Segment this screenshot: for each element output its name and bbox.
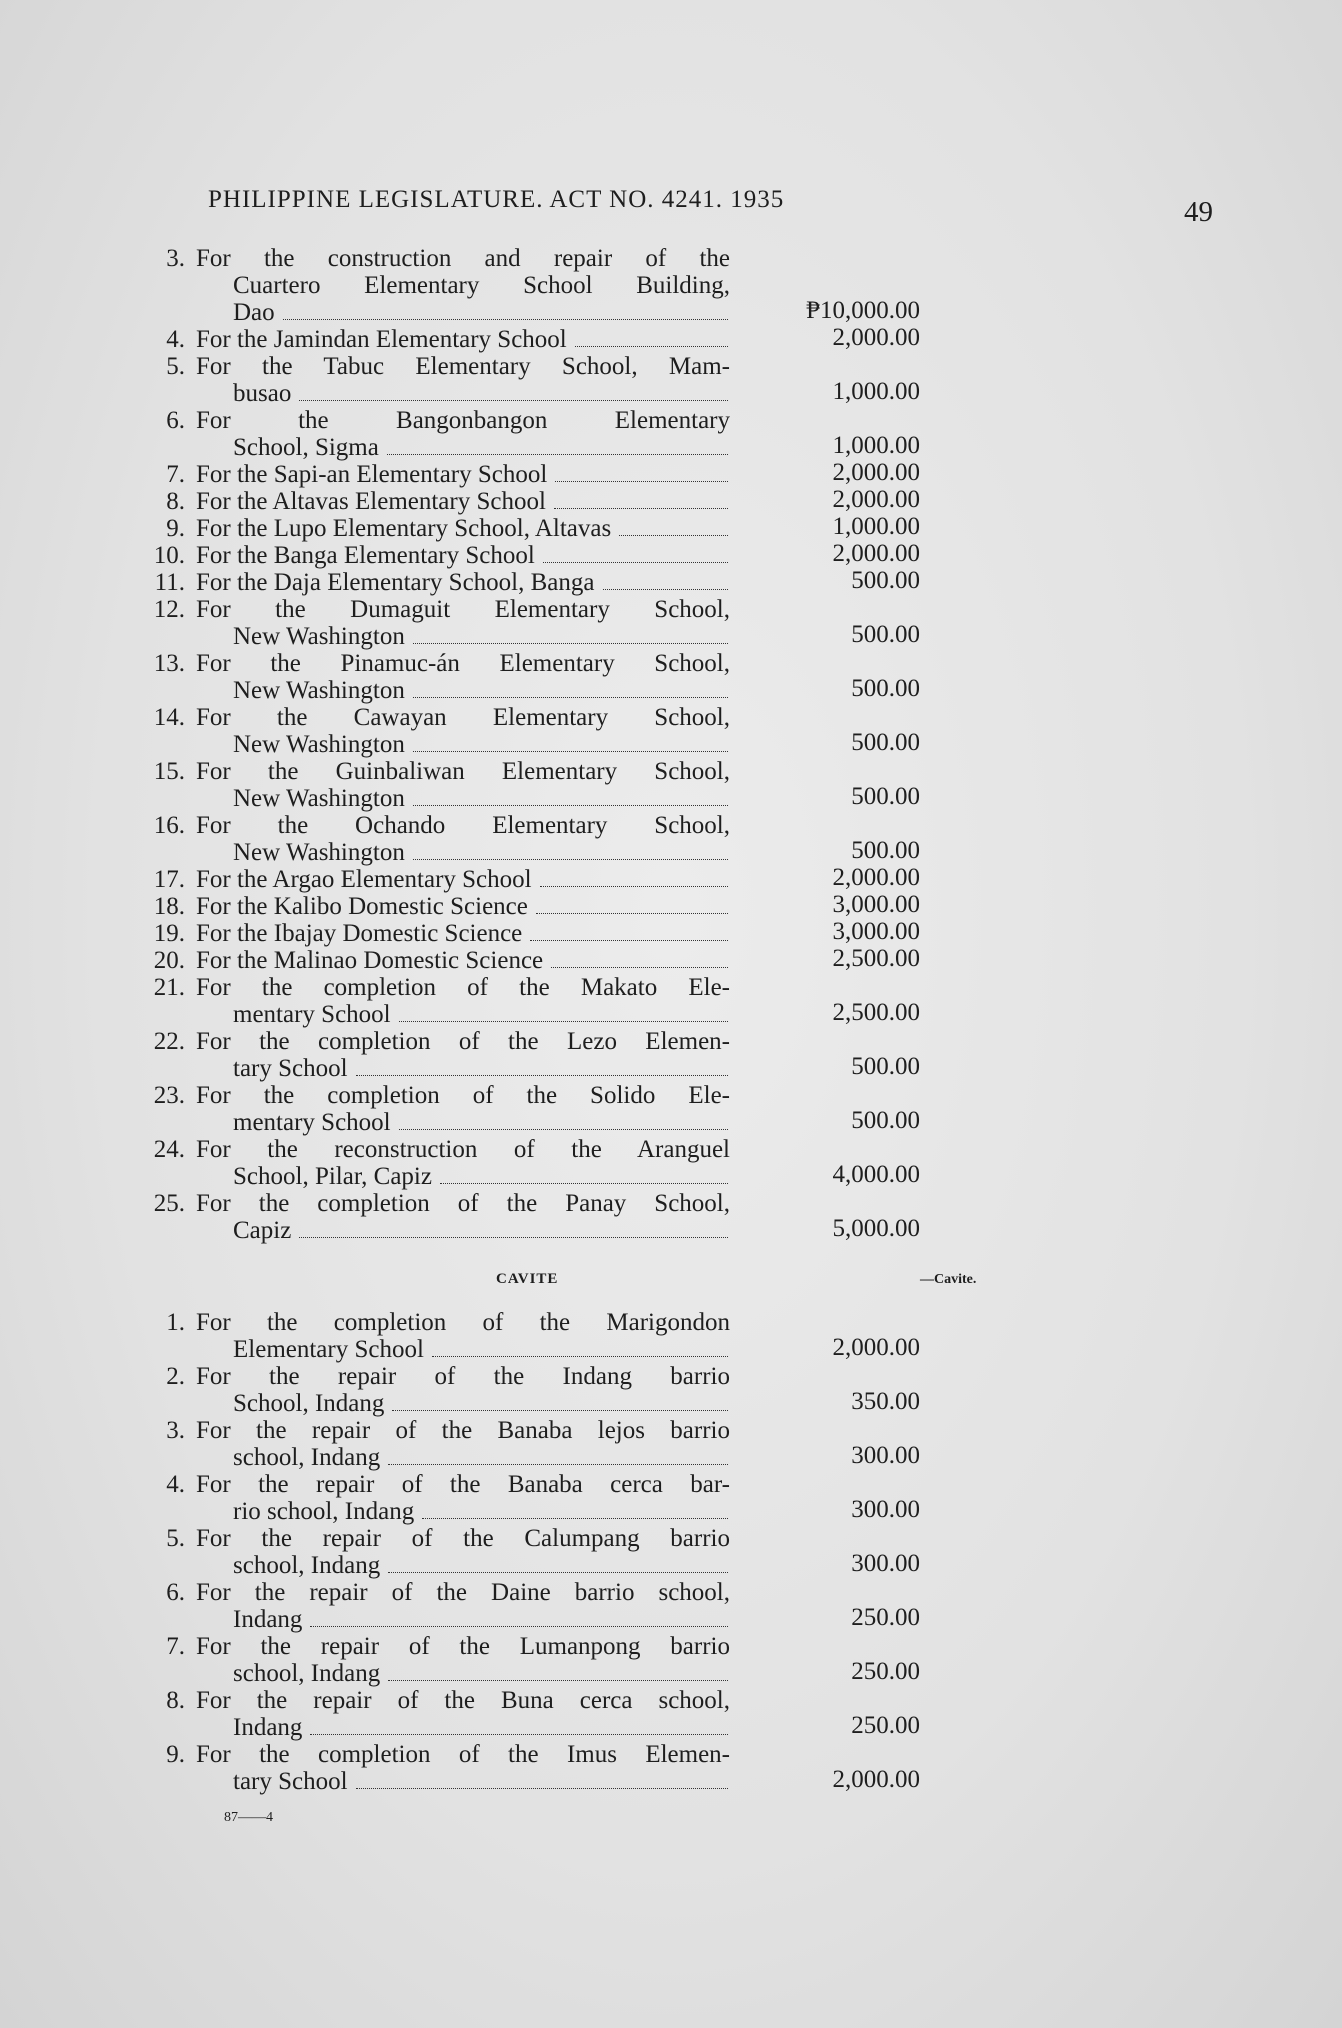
item-description: For the Malinao Domestic Science: [196, 947, 730, 974]
item-description: For the Sapi-an Elementary School: [196, 461, 730, 488]
marginal-note: —Cavite.: [920, 1272, 977, 1287]
entry-line: [140, 434, 730, 461]
entry-line: [140, 407, 730, 434]
entry-line: [140, 947, 730, 974]
item-amount: 500.00: [851, 621, 920, 648]
dot-leader: [603, 588, 729, 590]
list-item: [140, 812, 920, 866]
item-amount: 2,500.00: [832, 945, 920, 972]
item-description: school, Indang: [233, 1552, 730, 1579]
item-number: 14.: [153, 704, 185, 731]
list-item: [140, 1633, 920, 1687]
item-description: For the Cawayan Elementary School,: [196, 704, 730, 731]
entry-line: [140, 596, 730, 623]
item-amount: 3,000.00: [832, 891, 920, 918]
item-number: 8.: [166, 1687, 185, 1714]
list-item: [140, 461, 920, 488]
entry-line: [140, 1444, 730, 1471]
dot-leader: [399, 1020, 728, 1022]
list-item: [140, 542, 920, 569]
item-number: 18.: [153, 893, 185, 920]
entry-line: [140, 758, 730, 785]
item-description: tary School: [233, 1768, 730, 1795]
signature-mark: 87——4: [224, 1810, 273, 1825]
item-amount: 2,000.00: [832, 1766, 920, 1793]
dot-leader: [413, 858, 728, 860]
item-number: 21.: [153, 974, 185, 1001]
item-amount: 350.00: [851, 1388, 920, 1415]
entry-line: [140, 1768, 730, 1795]
entry-line: [140, 866, 730, 893]
item-description: New Washington: [233, 839, 730, 866]
cavite-appropriation-list: [140, 1309, 920, 1795]
dot-leader: [575, 345, 728, 347]
item-amount: 2,000.00: [832, 459, 920, 486]
item-number: 17.: [153, 866, 185, 893]
item-description: Cuartero Elementary School Building,: [233, 272, 730, 299]
dot-leader: [619, 534, 728, 536]
item-amount: ₱10,000.00: [806, 297, 920, 324]
item-number: 13.: [153, 650, 185, 677]
entry-line: [140, 1471, 730, 1498]
item-description: For the Kalibo Domestic Science: [196, 893, 730, 920]
item-description: school, Indang: [233, 1660, 730, 1687]
entry-line: [140, 1163, 730, 1190]
entry-line: [140, 1309, 730, 1336]
item-number: 20.: [153, 947, 185, 974]
item-description: For the repair of the Banaba cerca bar-: [196, 1471, 730, 1498]
item-amount: 1,000.00: [832, 378, 920, 405]
entry-line: [140, 1552, 730, 1579]
item-number: 16.: [153, 812, 185, 839]
item-description: For the repair of the Banaba lejos barrio: [196, 1417, 730, 1444]
entry-line: [140, 1741, 730, 1768]
list-item: [140, 1082, 920, 1136]
item-amount: 250.00: [851, 1712, 920, 1739]
item-amount: 500.00: [851, 729, 920, 756]
item-number: 4.: [166, 326, 185, 353]
item-number: 11.: [154, 569, 185, 596]
entry-line: [140, 1190, 730, 1217]
item-number: 19.: [153, 920, 185, 947]
item-number: 7.: [166, 1633, 185, 1660]
item-description: For the repair of the Buna cerca school,: [196, 1687, 730, 1714]
dot-leader: [299, 1236, 728, 1238]
item-number: 12.: [153, 596, 185, 623]
entry-line: [140, 677, 730, 704]
dot-leader: [536, 912, 728, 914]
item-description: mentary School: [233, 1001, 730, 1028]
item-amount: 300.00: [851, 1442, 920, 1469]
list-item: [140, 650, 920, 704]
entry-line: [140, 272, 730, 299]
dot-leader: [399, 1128, 728, 1130]
entry-line: [140, 1417, 730, 1444]
dot-leader: [440, 1182, 728, 1184]
item-description: New Washington: [233, 623, 730, 650]
item-description: For the repair of the Calumpang barrio: [196, 1525, 730, 1552]
item-number: 2.: [166, 1363, 185, 1390]
list-item: [140, 866, 920, 893]
item-number: 9.: [166, 515, 185, 542]
item-amount: 5,000.00: [832, 1215, 920, 1242]
capiz-appropriation-list: [140, 245, 920, 1244]
item-description: rio school, Indang: [233, 1498, 730, 1525]
item-description: New Washington: [233, 731, 730, 758]
list-item: [140, 1190, 920, 1244]
item-number: 3.: [166, 245, 185, 272]
item-description: For the Bangonbangon Elementary: [196, 407, 730, 434]
list-item: [140, 1471, 920, 1525]
item-description: For the Guinbaliwan Elementary School,: [196, 758, 730, 785]
item-description: For the Pinamuc-án Elementary School,: [196, 650, 730, 677]
list-item: [140, 1363, 920, 1417]
entry-line: [140, 1001, 730, 1028]
dot-leader: [540, 885, 728, 887]
item-description: busao: [233, 380, 730, 407]
running-head: PHILIPPINE LEGISLATURE. ACT NO. 4241. 1935: [208, 186, 785, 213]
dot-leader: [413, 750, 728, 752]
dot-leader: [283, 318, 728, 320]
list-item: [140, 704, 920, 758]
dot-leader: [388, 1571, 728, 1573]
item-description: For the Argao Elementary School: [196, 866, 730, 893]
entry-line: [140, 1579, 730, 1606]
item-number: 8.: [166, 488, 185, 515]
list-item: [140, 1136, 920, 1190]
item-amount: 300.00: [851, 1496, 920, 1523]
item-description: For the Tabuc Elementary School, Mam-: [196, 353, 730, 380]
item-description: Dao: [233, 299, 730, 326]
entry-line: [140, 839, 730, 866]
item-description: School, Indang: [233, 1390, 730, 1417]
dot-leader: [530, 939, 728, 941]
item-description: For the Banga Elementary School: [196, 542, 730, 569]
dot-leader: [554, 507, 728, 509]
item-amount: 3,000.00: [832, 918, 920, 945]
item-description: For the completion of the Makato Ele-: [196, 974, 730, 1001]
item-description: For the completion of the Solido Ele-: [196, 1082, 730, 1109]
entry-line: [140, 1028, 730, 1055]
item-description: New Washington: [233, 785, 730, 812]
entry-line: [140, 1633, 730, 1660]
entry-line: [140, 812, 730, 839]
item-description: School, Pilar, Capiz: [233, 1163, 730, 1190]
item-description: For the Altavas Elementary School: [196, 488, 730, 515]
entry-line: [140, 1055, 730, 1082]
item-description: School, Sigma: [233, 434, 730, 461]
item-description: For the reconstruction of the Aranguel: [196, 1136, 730, 1163]
item-amount: 250.00: [851, 1604, 920, 1631]
list-item: [140, 353, 920, 407]
item-description: For the completion of the Panay School,: [196, 1190, 730, 1217]
item-number: 6.: [166, 1579, 185, 1606]
dot-leader: [413, 696, 728, 698]
item-description: For the completion of the Marigondon: [196, 1309, 730, 1336]
entry-line: [140, 1525, 730, 1552]
list-item: [140, 758, 920, 812]
dot-leader: [413, 804, 728, 806]
entry-line: [140, 785, 730, 812]
item-description: Indang: [233, 1606, 730, 1633]
item-number: 1.: [166, 1309, 185, 1336]
item-description: For the Dumaguit Elementary School,: [196, 596, 730, 623]
entry-line: [140, 1390, 730, 1417]
item-amount: 2,000.00: [832, 486, 920, 513]
item-description: tary School: [233, 1055, 730, 1082]
dot-leader: [310, 1625, 728, 1627]
item-description: For the Daja Elementary School, Banga: [196, 569, 730, 596]
item-description: For the completion of the Imus Elemen-: [196, 1741, 730, 1768]
list-item: [140, 893, 920, 920]
item-amount: 500.00: [851, 567, 920, 594]
entry-line: [140, 569, 730, 596]
dot-leader: [392, 1409, 728, 1411]
item-amount: 2,500.00: [832, 999, 920, 1026]
item-description: For the completion of the Lezo Elemen-: [196, 1028, 730, 1055]
entry-line: [140, 1363, 730, 1390]
item-amount: 1,000.00: [832, 513, 920, 540]
entry-line: [140, 1109, 730, 1136]
entry-line: [140, 461, 730, 488]
item-amount: 500.00: [851, 675, 920, 702]
list-item: [140, 1028, 920, 1082]
list-item: [140, 1417, 920, 1471]
list-item: [140, 1309, 920, 1363]
entry-line: [140, 1217, 730, 1244]
item-amount: 500.00: [851, 783, 920, 810]
entry-line: [140, 1498, 730, 1525]
item-amount: 500.00: [851, 1107, 920, 1134]
dot-leader: [388, 1679, 728, 1681]
section-title-cavite: CAVITE: [496, 1271, 559, 1287]
item-description: mentary School: [233, 1109, 730, 1136]
dot-leader: [356, 1074, 728, 1076]
list-item: [140, 1525, 920, 1579]
entry-line: [140, 1082, 730, 1109]
item-amount: 500.00: [851, 837, 920, 864]
dot-leader: [543, 561, 728, 563]
item-number: 5.: [166, 1525, 185, 1552]
entry-line: [140, 326, 730, 353]
list-item: [140, 1687, 920, 1741]
list-item: [140, 920, 920, 947]
item-description: For the Ochando Elementary School,: [196, 812, 730, 839]
dot-leader: [422, 1517, 728, 1519]
item-amount: 300.00: [851, 1550, 920, 1577]
entry-line: [140, 974, 730, 1001]
item-description: Elementary School: [233, 1336, 730, 1363]
dot-leader: [432, 1355, 728, 1357]
item-number: 25.: [153, 1190, 185, 1217]
dot-leader: [413, 642, 728, 644]
item-description: For the Ibajay Domestic Science: [196, 920, 730, 947]
entry-line: [140, 893, 730, 920]
dot-leader: [356, 1787, 728, 1789]
list-item: [140, 1579, 920, 1633]
entry-line: [140, 353, 730, 380]
entry-line: [140, 1336, 730, 1363]
list-item: [140, 596, 920, 650]
page-number: 49: [1184, 196, 1213, 228]
item-amount: 4,000.00: [832, 1161, 920, 1188]
list-item: [140, 947, 920, 974]
item-number: 7.: [166, 461, 185, 488]
item-description: Capiz: [233, 1217, 730, 1244]
item-amount: 2,000.00: [832, 1334, 920, 1361]
list-item: [140, 515, 920, 542]
dot-leader: [551, 966, 728, 968]
item-number: 15.: [153, 758, 185, 785]
entry-line: [140, 488, 730, 515]
dot-leader: [299, 399, 728, 401]
entry-line: [140, 1660, 730, 1687]
list-item: [140, 326, 920, 353]
list-item: [140, 974, 920, 1028]
item-description: For the repair of the Indang barrio: [196, 1363, 730, 1390]
list-item: [140, 245, 920, 326]
item-description: Indang: [233, 1714, 730, 1741]
entry-line: [140, 1136, 730, 1163]
dot-leader: [555, 480, 728, 482]
item-description: New Washington: [233, 677, 730, 704]
item-number: 22.: [153, 1028, 185, 1055]
entry-line: [140, 515, 730, 542]
entry-line: [140, 920, 730, 947]
item-number: 5.: [166, 353, 185, 380]
item-description: For the repair of the Daine barrio school,: [196, 1579, 730, 1606]
entry-line: [140, 623, 730, 650]
item-description: school, Indang: [233, 1444, 730, 1471]
item-amount: 2,000.00: [832, 864, 920, 891]
entry-line: [140, 650, 730, 677]
dot-leader: [387, 453, 728, 455]
item-number: 24.: [153, 1136, 185, 1163]
dot-leader: [310, 1733, 728, 1735]
entry-line: [140, 731, 730, 758]
list-item: [140, 407, 920, 461]
item-number: 10.: [153, 542, 185, 569]
item-description: For the Jamindan Elementary School: [196, 326, 730, 353]
entry-line: [140, 542, 730, 569]
entry-line: [140, 1687, 730, 1714]
item-description: For the Lupo Elementary School, Altavas: [196, 515, 730, 542]
entry-line: [140, 1606, 730, 1633]
list-item: [140, 1741, 920, 1795]
item-amount: 250.00: [851, 1658, 920, 1685]
item-number: 3.: [166, 1417, 185, 1444]
item-amount: 2,000.00: [832, 540, 920, 567]
item-description: For the repair of the Lumanpong barrio: [196, 1633, 730, 1660]
entry-line: [140, 1714, 730, 1741]
entry-line: [140, 380, 730, 407]
item-number: 4.: [166, 1471, 185, 1498]
list-item: [140, 488, 920, 515]
list-item: [140, 569, 920, 596]
item-number: 6.: [166, 407, 185, 434]
item-amount: 500.00: [851, 1053, 920, 1080]
item-amount: 1,000.00: [832, 432, 920, 459]
item-description: For the construction and repair of the: [196, 245, 730, 272]
entry-line: [140, 245, 730, 272]
item-amount: 2,000.00: [832, 324, 920, 351]
entry-line: [140, 299, 730, 326]
entry-line: [140, 704, 730, 731]
dot-leader: [388, 1463, 728, 1465]
item-number: 9.: [166, 1741, 185, 1768]
item-number: 23.: [153, 1082, 185, 1109]
